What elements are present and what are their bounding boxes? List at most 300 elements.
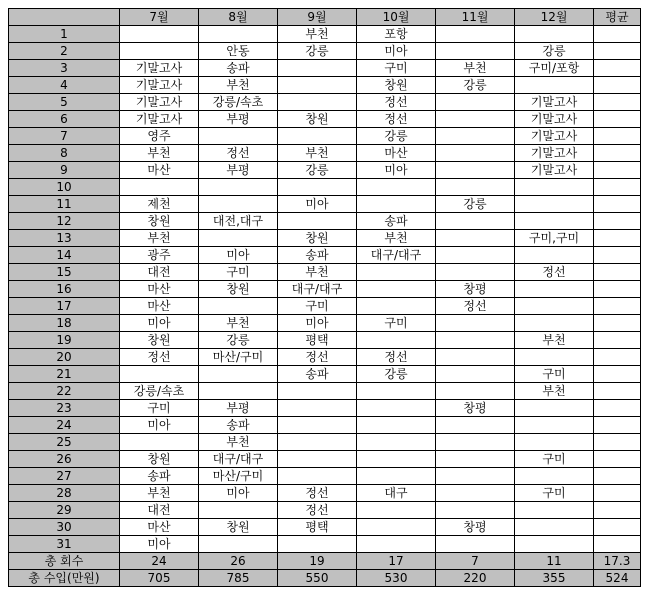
day-number-cell: 17 — [9, 298, 120, 315]
schedule-cell: 강릉 — [199, 332, 278, 349]
schedule-cell — [436, 332, 515, 349]
table-row — [9, 298, 641, 315]
schedule-cell: 강릉 — [278, 162, 357, 179]
footer-value-cell: 11 — [515, 553, 594, 570]
schedule-cell — [199, 196, 278, 213]
schedule-cell — [120, 43, 199, 60]
schedule-cell: 구미 — [515, 366, 594, 383]
schedule-cell: 미아 — [120, 536, 199, 553]
footer-value-cell: 7 — [436, 553, 515, 570]
table-row — [9, 264, 641, 281]
schedule-cell — [436, 230, 515, 247]
schedule-cell: 정선 — [199, 145, 278, 162]
schedule-cell — [436, 247, 515, 264]
schedule-cell: 강릉/속초 — [199, 94, 278, 111]
schedule-cell — [199, 26, 278, 43]
schedule-cell — [436, 417, 515, 434]
schedule-cell — [199, 128, 278, 145]
schedule-cell — [594, 502, 641, 519]
day-number-cell: 14 — [9, 247, 120, 264]
day-number-cell: 20 — [9, 349, 120, 366]
schedule-cell — [199, 366, 278, 383]
schedule-cell: 대전 — [120, 502, 199, 519]
schedule-cell — [436, 434, 515, 451]
day-number-cell: 13 — [9, 230, 120, 247]
schedule-cell — [594, 366, 641, 383]
schedule-cell: 정선 — [357, 111, 436, 128]
schedule-cell — [278, 128, 357, 145]
schedule-cell: 구미 — [515, 485, 594, 502]
table-row — [9, 196, 641, 213]
schedule-cell — [436, 213, 515, 230]
schedule-cell: 강릉 — [436, 77, 515, 94]
schedule-cell: 창원 — [357, 77, 436, 94]
schedule-cell — [199, 298, 278, 315]
schedule-cell: 포항 — [357, 26, 436, 43]
schedule-cell — [436, 264, 515, 281]
schedule-cell: 부평 — [199, 111, 278, 128]
schedule-cell — [357, 298, 436, 315]
schedule-cell — [278, 383, 357, 400]
schedule-cell: 구미 — [515, 451, 594, 468]
schedule-cell — [357, 264, 436, 281]
table-row — [9, 94, 641, 111]
schedule-cell — [436, 485, 515, 502]
schedule-cell: 부천 — [278, 264, 357, 281]
schedule-cell: 부천 — [199, 434, 278, 451]
schedule-cell — [357, 468, 436, 485]
header-cell: 12월 — [515, 9, 594, 26]
schedule-cell — [357, 383, 436, 400]
total-count-row — [9, 553, 641, 570]
schedule-cell — [594, 281, 641, 298]
schedule-cell: 창원 — [120, 213, 199, 230]
schedule-cell: 송파 — [199, 417, 278, 434]
schedule-cell: 마산 — [120, 281, 199, 298]
schedule-cell: 강릉/속초 — [120, 383, 199, 400]
table-row — [9, 162, 641, 179]
footer-value-cell: 17.3 — [594, 553, 641, 570]
schedule-cell — [594, 383, 641, 400]
schedule-cell — [594, 400, 641, 417]
schedule-cell: 창원 — [120, 332, 199, 349]
schedule-cell — [515, 315, 594, 332]
footer-value-cell: 24 — [120, 553, 199, 570]
day-number-cell: 8 — [9, 145, 120, 162]
day-number-cell: 7 — [9, 128, 120, 145]
header-row — [9, 9, 641, 26]
schedule-cell: 정선 — [357, 94, 436, 111]
schedule-cell — [120, 434, 199, 451]
schedule-cell — [594, 230, 641, 247]
day-number-cell: 29 — [9, 502, 120, 519]
schedule-cell — [436, 468, 515, 485]
schedule-cell: 부평 — [199, 400, 278, 417]
schedule-cell: 부천 — [357, 230, 436, 247]
day-number-cell: 6 — [9, 111, 120, 128]
schedule-cell — [515, 468, 594, 485]
day-number-cell: 1 — [9, 26, 120, 43]
schedule-cell: 강릉 — [357, 128, 436, 145]
schedule-cell: 부평 — [199, 162, 278, 179]
footer-value-cell: 524 — [594, 570, 641, 587]
day-number-cell: 31 — [9, 536, 120, 553]
schedule-cell — [357, 332, 436, 349]
schedule-cell — [278, 434, 357, 451]
schedule-cell: 기말고사 — [515, 162, 594, 179]
schedule-cell: 미아 — [120, 417, 199, 434]
day-number-cell: 12 — [9, 213, 120, 230]
schedule-cell: 미아 — [357, 43, 436, 60]
table-row — [9, 26, 641, 43]
day-number-cell: 28 — [9, 485, 120, 502]
table-row — [9, 434, 641, 451]
schedule-cell — [594, 315, 641, 332]
schedule-cell: 마산 — [120, 162, 199, 179]
day-number-cell: 5 — [9, 94, 120, 111]
table-row — [9, 400, 641, 417]
schedule-cell — [594, 111, 641, 128]
schedule-cell — [199, 536, 278, 553]
schedule-cell: 정선 — [436, 298, 515, 315]
day-number-cell: 3 — [9, 60, 120, 77]
monthly-schedule-table — [8, 8, 641, 587]
schedule-cell — [278, 400, 357, 417]
schedule-cell: 부천 — [278, 145, 357, 162]
schedule-cell — [357, 451, 436, 468]
header-cell: 11월 — [436, 9, 515, 26]
schedule-cell — [594, 179, 641, 196]
schedule-cell — [436, 128, 515, 145]
schedule-cell: 마산/구미 — [199, 349, 278, 366]
schedule-cell: 기말고사 — [120, 60, 199, 77]
schedule-cell: 대구 — [357, 485, 436, 502]
schedule-cell — [515, 26, 594, 43]
header-cell: 10월 — [357, 9, 436, 26]
schedule-cell — [278, 60, 357, 77]
schedule-cell — [120, 26, 199, 43]
table-row — [9, 315, 641, 332]
schedule-cell — [436, 179, 515, 196]
schedule-cell — [594, 128, 641, 145]
schedule-cell: 정선 — [357, 349, 436, 366]
schedule-cell — [515, 298, 594, 315]
schedule-cell: 정선 — [278, 502, 357, 519]
schedule-cell — [357, 502, 436, 519]
schedule-cell: 마산 — [120, 298, 199, 315]
schedule-cell: 기말고사 — [515, 145, 594, 162]
schedule-cell — [436, 451, 515, 468]
table-row — [9, 332, 641, 349]
header-cell: 8월 — [199, 9, 278, 26]
schedule-cell — [515, 213, 594, 230]
day-number-cell: 25 — [9, 434, 120, 451]
schedule-cell: 평택 — [278, 519, 357, 536]
day-number-cell: 4 — [9, 77, 120, 94]
schedule-cell — [515, 196, 594, 213]
table-row — [9, 213, 641, 230]
schedule-cell: 구미,구미 — [515, 230, 594, 247]
schedule-cell — [594, 519, 641, 536]
schedule-cell — [436, 536, 515, 553]
day-number-cell: 22 — [9, 383, 120, 400]
table-row — [9, 383, 641, 400]
schedule-cell — [278, 179, 357, 196]
day-number-cell: 18 — [9, 315, 120, 332]
schedule-cell: 송파 — [357, 213, 436, 230]
schedule-cell: 구미 — [120, 400, 199, 417]
schedule-cell: 기말고사 — [120, 77, 199, 94]
schedule-cell: 창원 — [278, 111, 357, 128]
footer-label-cell: 총 회수 — [9, 553, 120, 570]
footer-value-cell: 17 — [357, 553, 436, 570]
footer-value-cell: 550 — [278, 570, 357, 587]
schedule-cell — [515, 502, 594, 519]
schedule-cell — [515, 281, 594, 298]
schedule-cell — [594, 43, 641, 60]
schedule-cell: 송파 — [278, 247, 357, 264]
schedule-cell: 기말고사 — [120, 111, 199, 128]
schedule-cell — [278, 77, 357, 94]
schedule-cell — [515, 349, 594, 366]
table-row — [9, 349, 641, 366]
table-row — [9, 77, 641, 94]
schedule-cell: 구미 — [199, 264, 278, 281]
schedule-cell: 구미/포항 — [515, 60, 594, 77]
schedule-cell — [594, 247, 641, 264]
day-number-cell: 21 — [9, 366, 120, 383]
header-cell: 평균 — [594, 9, 641, 26]
schedule-cell: 부천 — [278, 26, 357, 43]
schedule-cell: 창원 — [199, 519, 278, 536]
schedule-cell: 창평 — [436, 400, 515, 417]
schedule-cell — [436, 315, 515, 332]
schedule-cell — [357, 179, 436, 196]
schedule-cell — [436, 26, 515, 43]
table-row — [9, 485, 641, 502]
schedule-cell — [436, 145, 515, 162]
schedule-cell: 강릉 — [278, 43, 357, 60]
schedule-cell: 대구/대구 — [278, 281, 357, 298]
schedule-cell: 미아 — [278, 196, 357, 213]
schedule-cell: 제천 — [120, 196, 199, 213]
schedule-cell — [515, 247, 594, 264]
schedule-cell: 미아 — [357, 162, 436, 179]
footer-value-cell: 785 — [199, 570, 278, 587]
table-row — [9, 60, 641, 77]
day-number-cell: 24 — [9, 417, 120, 434]
schedule-cell — [515, 417, 594, 434]
schedule-cell — [515, 400, 594, 417]
table-body — [9, 26, 641, 553]
table-row — [9, 247, 641, 264]
schedule-cell — [594, 213, 641, 230]
header-cell: 9월 — [278, 9, 357, 26]
table-row — [9, 145, 641, 162]
day-number-cell: 10 — [9, 179, 120, 196]
schedule-cell — [594, 26, 641, 43]
schedule-cell: 마산/구미 — [199, 468, 278, 485]
schedule-cell — [594, 332, 641, 349]
schedule-cell — [436, 94, 515, 111]
footer-label-cell: 총 수입(만원) — [9, 570, 120, 587]
schedule-cell — [199, 383, 278, 400]
schedule-cell — [436, 502, 515, 519]
day-number-cell: 2 — [9, 43, 120, 60]
schedule-cell: 광주 — [120, 247, 199, 264]
day-number-cell: 15 — [9, 264, 120, 281]
schedule-cell: 창원 — [278, 230, 357, 247]
schedule-cell: 송파 — [199, 60, 278, 77]
schedule-cell — [357, 417, 436, 434]
schedule-cell — [594, 264, 641, 281]
schedule-cell — [594, 60, 641, 77]
schedule-cell — [199, 179, 278, 196]
schedule-cell — [436, 366, 515, 383]
table-row — [9, 43, 641, 60]
schedule-cell: 부천 — [515, 332, 594, 349]
schedule-cell — [199, 230, 278, 247]
schedule-cell: 구미 — [357, 315, 436, 332]
schedule-cell — [357, 196, 436, 213]
footer-value-cell: 530 — [357, 570, 436, 587]
schedule-cell: 창원 — [199, 281, 278, 298]
day-number-cell: 23 — [9, 400, 120, 417]
schedule-cell — [357, 400, 436, 417]
day-number-cell: 27 — [9, 468, 120, 485]
schedule-cell — [594, 536, 641, 553]
schedule-cell — [515, 179, 594, 196]
schedule-table-wrapper — [8, 8, 641, 587]
schedule-cell — [199, 502, 278, 519]
header-corner-cell — [9, 9, 120, 26]
schedule-cell — [594, 485, 641, 502]
schedule-cell — [357, 536, 436, 553]
footer-value-cell: 26 — [199, 553, 278, 570]
schedule-cell: 창평 — [436, 519, 515, 536]
schedule-cell: 대전 — [120, 264, 199, 281]
day-number-cell: 26 — [9, 451, 120, 468]
schedule-cell — [436, 111, 515, 128]
schedule-cell — [278, 536, 357, 553]
schedule-cell: 창원 — [120, 451, 199, 468]
schedule-cell — [515, 434, 594, 451]
schedule-cell — [594, 451, 641, 468]
schedule-cell — [120, 179, 199, 196]
schedule-cell — [594, 196, 641, 213]
schedule-cell: 미아 — [199, 247, 278, 264]
schedule-cell — [594, 162, 641, 179]
schedule-cell: 마산 — [357, 145, 436, 162]
schedule-cell: 안동 — [199, 43, 278, 60]
schedule-cell: 대전,대구 — [199, 213, 278, 230]
schedule-cell: 강릉 — [357, 366, 436, 383]
schedule-cell — [436, 383, 515, 400]
table-row — [9, 230, 641, 247]
schedule-cell: 송파 — [120, 468, 199, 485]
table-row — [9, 417, 641, 434]
schedule-cell: 평택 — [278, 332, 357, 349]
schedule-cell — [594, 417, 641, 434]
day-number-cell: 16 — [9, 281, 120, 298]
schedule-cell: 미아 — [278, 315, 357, 332]
table-row — [9, 468, 641, 485]
schedule-cell — [278, 451, 357, 468]
schedule-cell — [357, 281, 436, 298]
schedule-cell: 강릉 — [515, 43, 594, 60]
day-number-cell: 9 — [9, 162, 120, 179]
footer-value-cell: 19 — [278, 553, 357, 570]
schedule-cell — [594, 77, 641, 94]
schedule-cell — [594, 94, 641, 111]
table-row — [9, 536, 641, 553]
schedule-cell — [594, 298, 641, 315]
schedule-cell — [278, 213, 357, 230]
day-number-cell: 19 — [9, 332, 120, 349]
table-row — [9, 502, 641, 519]
schedule-cell — [436, 162, 515, 179]
schedule-cell: 정선 — [278, 349, 357, 366]
day-number-cell: 11 — [9, 196, 120, 213]
schedule-cell — [515, 536, 594, 553]
schedule-cell: 기말고사 — [515, 94, 594, 111]
footer-value-cell: 355 — [515, 570, 594, 587]
schedule-cell — [594, 145, 641, 162]
table-row — [9, 179, 641, 196]
schedule-cell: 기말고사 — [515, 128, 594, 145]
table-row — [9, 281, 641, 298]
schedule-cell — [594, 349, 641, 366]
schedule-cell — [120, 366, 199, 383]
schedule-cell: 정선 — [515, 264, 594, 281]
schedule-cell: 강릉 — [436, 196, 515, 213]
schedule-cell: 부천 — [436, 60, 515, 77]
table-row — [9, 451, 641, 468]
schedule-cell: 송파 — [278, 366, 357, 383]
table-footer — [9, 553, 641, 587]
header-cell: 7월 — [120, 9, 199, 26]
schedule-cell: 대구/대구 — [357, 247, 436, 264]
schedule-cell — [278, 468, 357, 485]
schedule-cell — [594, 434, 641, 451]
schedule-cell: 부천 — [199, 77, 278, 94]
schedule-cell: 미아 — [199, 485, 278, 502]
schedule-cell — [436, 43, 515, 60]
schedule-cell — [436, 349, 515, 366]
schedule-cell: 부천 — [120, 145, 199, 162]
schedule-cell: 미아 — [120, 315, 199, 332]
schedule-cell — [515, 77, 594, 94]
table-row — [9, 519, 641, 536]
schedule-cell: 구미 — [278, 298, 357, 315]
schedule-cell: 창평 — [436, 281, 515, 298]
schedule-cell: 마산 — [120, 519, 199, 536]
schedule-cell: 부천 — [120, 230, 199, 247]
schedule-cell: 정선 — [278, 485, 357, 502]
day-number-cell: 30 — [9, 519, 120, 536]
schedule-cell: 영주 — [120, 128, 199, 145]
schedule-cell: 대구/대구 — [199, 451, 278, 468]
schedule-cell: 정선 — [120, 349, 199, 366]
table-row — [9, 111, 641, 128]
schedule-cell: 부천 — [199, 315, 278, 332]
footer-value-cell: 705 — [120, 570, 199, 587]
footer-value-cell: 220 — [436, 570, 515, 587]
schedule-cell — [357, 434, 436, 451]
schedule-cell: 기말고사 — [515, 111, 594, 128]
schedule-cell — [278, 94, 357, 111]
table-row — [9, 366, 641, 383]
